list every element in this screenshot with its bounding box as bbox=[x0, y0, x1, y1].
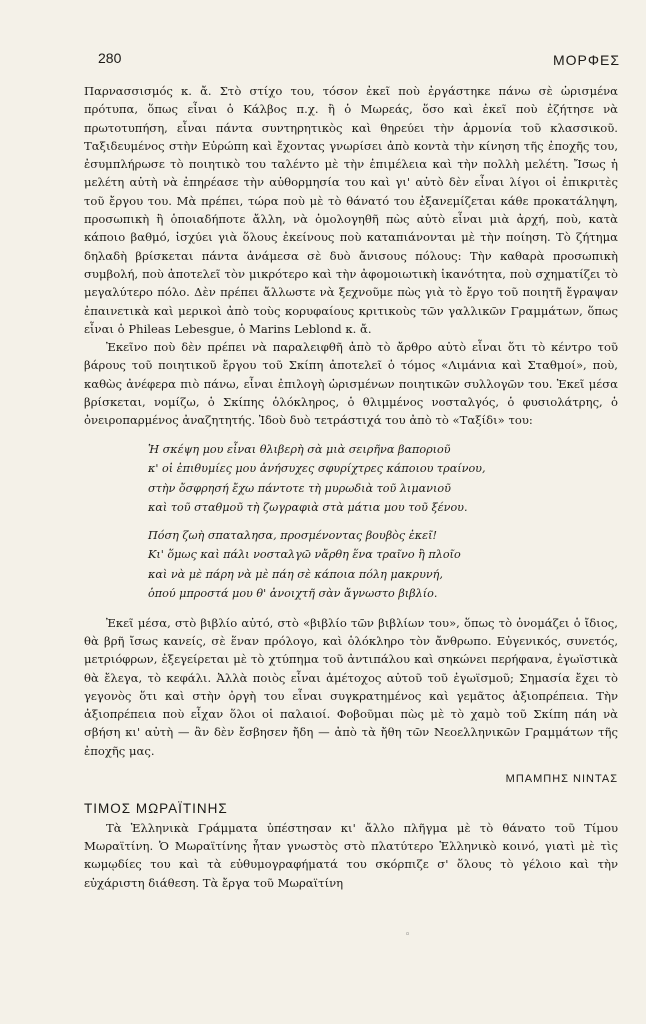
poem-line: καὶ νὰ μὲ πάρη νὰ μὲ πάη σὲ κάποια πόλη μακρυνή, bbox=[148, 567, 443, 581]
poem-stanza-1 bbox=[148, 440, 618, 518]
paragraph-1: Παρνασσισμός κ. ἄ. Στὸ στίχο του, τόσον ἐκεῖ ποὺ ἐργάστηκε πάνω σὲ ὡρισμένα πρότυπα, ὅπως εἶναι ὁ Κάλβος π.χ. ἢ ὁ Μωρεάς, ὅσο καὶ ἐκεῖ ποὺ ἐζήτησε νὰ πρωτοτυπήση, εἶναι πάντα συντηρητικὸς καὶ θηρεύει τὴν ἁρμονία τοῦ κλασσικοῦ. Ταξιδευμένος στὴν Εὐρώπη καὶ ἔχοντας γνωρίσει ἀπὸ κοντὰ τὴν κίνηση τῆς ἐποχῆς του, ἐσυμπλήρωσε τὸ ποιητικὸ του ταλέντο μὲ τὴν ἐπιμέλεια καὶ τὴν πολλὴ μελέτη. Ἴσως ἡ μελέτη αὐτὴ νὰ ἐπηρέασε τὴν αὐθορμησία του καὶ γι' αὐτὸ δὲν εἶναι λίγοι οἱ ἐπικριτὲς τοῦ ἔργου του. Μὰ πρέπει, τώρα ποὺ μὲ τὸ θάνατό του ἐξανεμίζεται κάθε προκατάληψη, προσωπικὴ ἢ ὁποιαδήποτε ἄλλη, νὰ ὁμολογηθῆ πὼς αὐτὸ εἶναι μιὰ ἀρχή, ποὺ, κατὰ κάποιο βαθμό, ἰσχύει γιὰ ὅλους ἐκείνους ποὺ καταπιάνονται μὲ τὴν ποίηση. Τὸ ζήτημα δηλαδὴ βρίσκεται πάντα ἀνάμεσα σὲ δυὸ ἄνισους πόλους: Τὴν καθαρὰ προσωπικὴ συμβολή, ποὺ ἀποτελεῖ τὸν μικρότερο καὶ τὴν ἀφομοιωτικὴ ἱκανότητα, ποὺ σχηματίζει τὸ μεγαλύτερο πόλο. Δὲν πρέπει ἄλλωστε νὰ ξεχνοῦμε πὼς γιὰ τὸ ἔργο τοῦ ποιητῆ ἔγραψαν ἐπαινετικὰ καὶ μερικοὶ ἀπὸ τοὺς κορυφαίους κριτικοὺς τῶν γαλλικῶν Γραμμάτων, ὅπως εἶναι ὁ Phileas Lebesgue, ὁ Marins Leblond κ. ἄ. bbox=[84, 84, 618, 336]
poem-quote bbox=[148, 440, 618, 604]
section-heading: ΤΙΜΟΣ ΜΩΡΑΪΤΙΝΗΣ bbox=[84, 801, 228, 817]
author-signature: ΜΠΑΜΠΗΣ ΝΙΝΤΑΣ bbox=[505, 773, 618, 786]
page-header bbox=[84, 50, 620, 70]
poem-line: Κι' ὅμως καὶ πάλι νοσταλγῶ νἄρθη ἕνα τραῖνο ἢ πλοῖο bbox=[148, 548, 461, 562]
page-mark-dot: ◦ bbox=[405, 930, 411, 940]
poem-line: Ἡ σκέψη μου εἶναι θλιβερὴ σὰ μιὰ σειρῆνα βαποριοῦ bbox=[148, 442, 451, 456]
paragraph-4: Τὰ Ἑλληνικὰ Γράμματα ὑπέστησαν κι' ἄλλο πλῆγμα μὲ τὸ θάνατο τοῦ Τίμου Μωραϊτίνη. Ὁ Μωραϊτίνης ἦταν γνωστὸς στὸ πλατύτερο Ἑλληνικὸ κοινό, γιατὶ μὲ τὶς κωμῳδίες του καὶ τὰ εὐθυμογραφήματά του σκόρπιζε σ' ὅλους τὸ γέλοιο καὶ τὴν εὐχάριστη διάθεση. Τὰ ἔργα τοῦ Μωραϊτίνη bbox=[84, 820, 618, 890]
journal-title: ΜΟΡΦΕΣ bbox=[552, 52, 620, 68]
poem-line: κ' οἱ ἐπιθυμίες μου ἀνήσυχες σφυρίχτρες κάποιου τραίνου, bbox=[148, 462, 486, 476]
poem-line: Πόση ζωὴ σπαταλησα, προσμένοντας βουβὸς ἐκεῖ! bbox=[148, 528, 437, 542]
paragraph-3: Ἐκεῖ μέσα, στὸ βιβλίο αὐτό, στὸ «βιβλίο τῶν βιβλίων του», ὅπως τὸ ὀνομάζει ὁ ἴδιος, θὰ βρῆ ἴσως κανείς, σὲ ἕναν πρόλογο, καὶ ὁλόκληρο τὸν ἄνθρωπο. Εὐγενικός, συνετός, μετριόφρων, ἐξεγείρεται μὲ τὸ χτύπημα τοῦ ἀντιπάλου καὶ σηκώνει περήφανα, ἐγωϊστικὰ θὰ ἔλεγα, τὸ κεφάλι. Ἀλλὰ ποιὸς εἶναι ἀμέτοχος αὐτοῦ τοῦ ἐγωϊσμοῦ; Σημασία ἔχει τὸ γεγονὸς ὅτι καὶ στὴν ὀργὴ του εἶναι συγκρατημένος καὶ γεμᾶτος ἀξιοπρέπεια. Τὴν ἀξιοπρέπεια ποὺ εἶχαν ὅλοι οἱ παλαιοί. Φοβοῦμαι πὼς μὲ τὸ χαμὸ τοῦ Σκίπη πάη νὰ σβήση κι' αὐτὴ — ἂν δὲν ἔσβησεν ἤδη — ἀπὸ τὰ ἤθη τῶν Νεοελληνικῶν Γραμμάτων τῆς ἐποχῆς μας. bbox=[84, 615, 618, 758]
poem-line: καὶ τοῦ σταθμοῦ τὴ ζωγραφιὰ στὰ μάτια μου τοῦ ξένου. bbox=[148, 501, 468, 515]
poem-line: στὴν ὄσφρησή ἔχω πάντοτε τὴ μυρωδιὰ τοῦ λιμανιοῦ bbox=[148, 481, 451, 495]
article-body bbox=[84, 82, 618, 892]
paragraph-2: Ἐκεῖνο ποὺ δὲν πρέπει νὰ παραλειφθῆ ἀπὸ τὸ ἄρθρο αὐτὸ εἶναι ὅτι τὸ κέντρο τοῦ βάρους τοῦ ποιητικοῦ ἔργου τοῦ Σκίπη ἀποτελεῖ ὁ τόμος «Λιμάνια καὶ Σταθμοί», ποὺ, καθὼς ἀνέφερα πιὸ πάνω, εἶναι ἐπιλογὴ ὡρισμένων ποιητικῶν συλλογῶν του. Ἐκεῖ μέσα βρίσκεται, νομίζω, ὁ Σκίπης ὁλόκληρος, ὁ θλιμμένος νοσταλγός, ὁ φυσιολάτρης, ὁ ὀνειροπαρμένος ἀναζητητής. Ἰδοὺ δυὸ τετράστιχά του ἀπὸ τὸ «Ταξίδι» του: bbox=[84, 340, 618, 428]
page-number: 280 bbox=[98, 50, 122, 66]
poem-line: ὁπού μπροστά μου θ' ἀνοιχτῆ σὰν ἄγνωστο βιβλίο. bbox=[148, 587, 438, 601]
poem-stanza-2 bbox=[148, 526, 618, 604]
